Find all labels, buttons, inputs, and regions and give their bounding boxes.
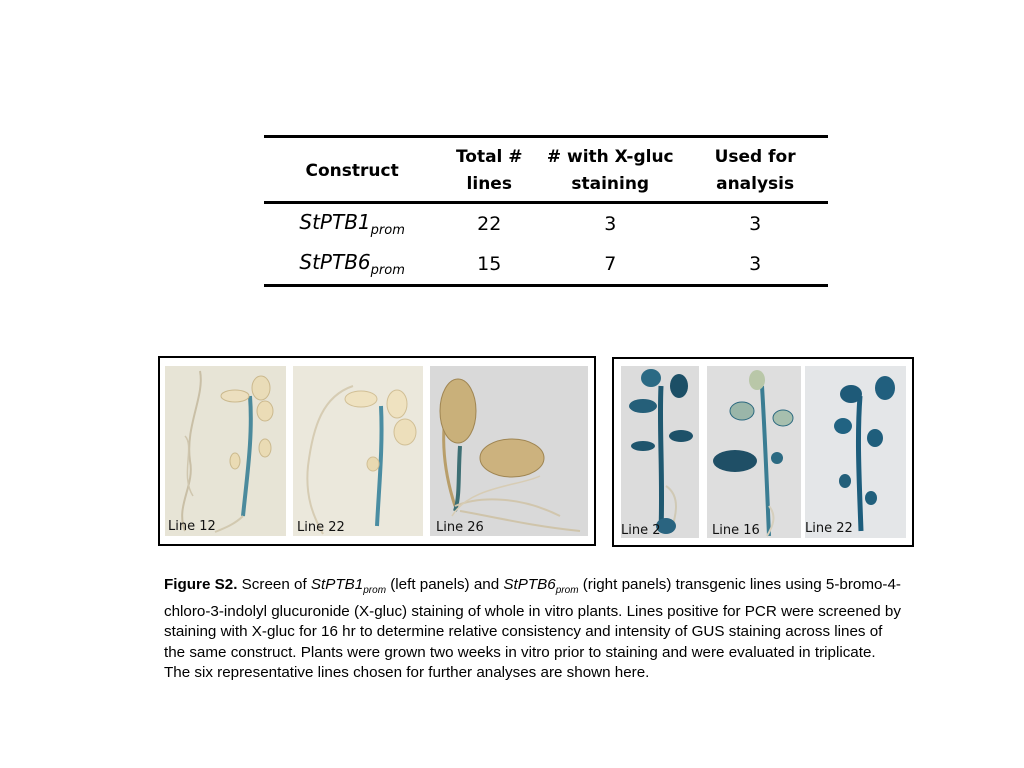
- header-construct: Construct: [305, 160, 399, 181]
- photo-label: Line 22: [805, 521, 853, 536]
- construct-cell: $StPTB6_{prom}$: [299, 250, 405, 278]
- plant-photo-line-26: [430, 366, 588, 536]
- header-xgluc-staining: # with X-gluc staining: [546, 147, 674, 194]
- table-header-row: [264, 137, 828, 203]
- total-lines-cell: 15: [477, 253, 502, 275]
- figure-label: Figure S2.: [164, 576, 238, 593]
- plant-photo-line-2: [621, 366, 699, 538]
- xgluc-cell: 7: [604, 253, 617, 275]
- plant-photo-line-22: [293, 366, 423, 536]
- lines-table: [264, 135, 828, 287]
- figure-caption: Figure S2. Screen of $StPTB1_{prom}$ (left panels) and $StPTB6_{prom}$ (right panels) transgenic lines using 5-bromo-4-chloro-3-indolyl glucuronide (X-gluc) staining of whole in vitro plants. Lines positive for PCR were screened by staining with X-gluc for 16 hr to determine relative consistency and intensity of GUS staining across lines of the same construct. Plants were grown two weeks in vitro prior to staining and were evaluated in triplicate. The six representative lines chosen for further analyses are shown here.: [164, 576, 901, 682]
- construct-cell: $StPTB1_{prom}$: [299, 210, 405, 238]
- plant-photo-line-22: [805, 366, 906, 538]
- header-used-for-analysis: Used for analysis: [714, 147, 796, 194]
- plant-photo-line-16: [707, 366, 801, 538]
- photo-label: Line 2: [621, 523, 661, 538]
- stptb6-photo-panel: [612, 357, 914, 547]
- photo-label: Line 26: [436, 520, 484, 535]
- gene-name: $StPTB6_{prom}$: [503, 576, 579, 597]
- stptb1-photo-panel: [158, 356, 596, 546]
- photo-label: Line 22: [297, 520, 345, 535]
- photo-label: Line 12: [168, 519, 216, 534]
- total-lines-cell: 22: [477, 213, 502, 235]
- header-total-lines: Total # lines: [455, 147, 523, 194]
- plant-photo-line-12: [165, 366, 286, 536]
- used-cell: 3: [749, 253, 762, 275]
- gene-name: $StPTB1_{prom}$: [310, 576, 387, 597]
- table-row: [264, 244, 828, 286]
- xgluc-cell: 3: [604, 213, 617, 235]
- table-row: [264, 203, 828, 245]
- photo-label: Line 16: [712, 523, 760, 538]
- used-cell: 3: [749, 213, 762, 235]
